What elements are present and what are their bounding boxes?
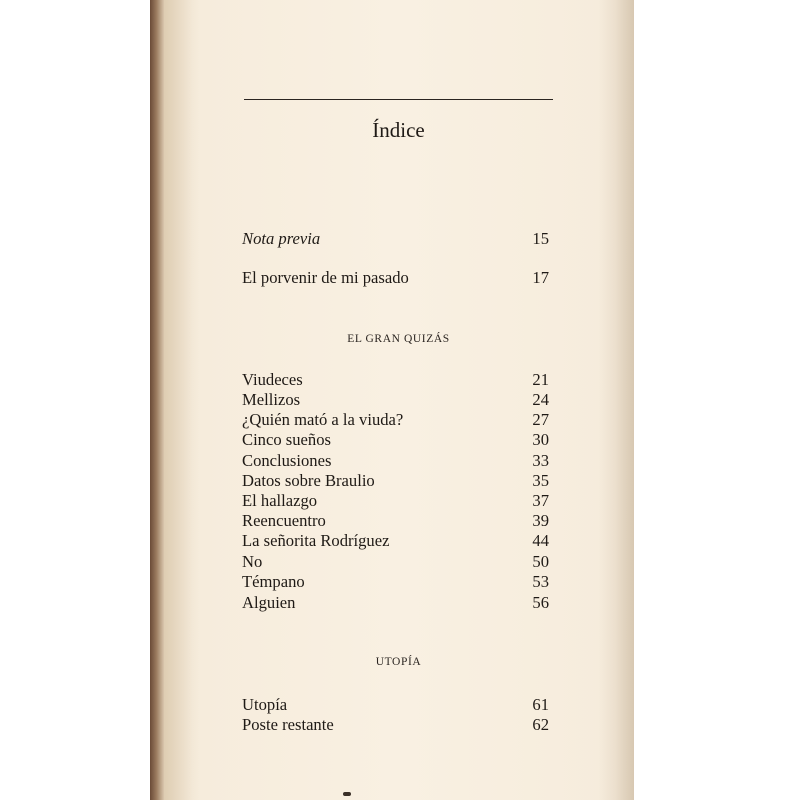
toc-entry [242, 592, 549, 614]
toc-entry-title: Alguien [242, 593, 296, 612]
toc-entry-page: 56 [532, 593, 549, 612]
toc-entry [242, 510, 549, 532]
toc-entry-page: 62 [532, 715, 549, 734]
toc-entry [242, 571, 549, 593]
header-rule [244, 99, 553, 100]
toc-entry-page: 53 [532, 572, 549, 591]
toc-entry-title: La señorita Rodríguez [242, 531, 390, 550]
toc-entry-title: El porvenir de mi pasado [242, 268, 409, 287]
toc-entry-title: Viudeces [242, 370, 303, 389]
page-shadow-left [164, 0, 200, 800]
toc-entry [242, 714, 549, 736]
toc-entry-title: Nota previa [242, 229, 321, 248]
toc-entry [242, 490, 549, 512]
toc-entry-title: Datos sobre Braulio [242, 471, 375, 490]
toc-entry-page: 15 [532, 229, 549, 248]
toc-entry-title: No [242, 552, 263, 571]
toc-entry-page: 37 [532, 491, 549, 510]
toc-entry-page: 44 [532, 531, 549, 550]
toc-entry [242, 409, 549, 431]
toc-entry [242, 530, 549, 552]
toc-entry-title: Conclusiones [242, 451, 332, 470]
toc-entry-title: Mellizos [242, 390, 301, 409]
toc-entry-page: 61 [532, 695, 549, 714]
toc-entry-page: 17 [532, 268, 549, 287]
section-heading-utopia: UTOPÍA [375, 656, 422, 668]
toc-entry [242, 450, 549, 472]
toc-entry-title: Utopía [242, 695, 288, 714]
toc-entry-title: El hallazgo [242, 491, 318, 510]
toc-entry-page: 21 [532, 370, 549, 389]
toc-entry-porvenir [242, 267, 549, 289]
toc-entry-title: Cinco sueños [242, 430, 331, 449]
toc-entry-page: 33 [532, 451, 549, 470]
toc-entry-page: 50 [532, 552, 549, 571]
ink-speck [343, 792, 351, 796]
book-spine [150, 0, 164, 800]
toc-entry-title: Reencuentro [242, 511, 326, 530]
toc-entry-page: 30 [532, 430, 549, 449]
toc-entry-title: Poste restante [242, 715, 334, 734]
toc-entry-page: 39 [532, 511, 549, 530]
toc-entry [242, 389, 549, 411]
toc-entry-nota-previa [242, 228, 549, 250]
toc-entry-page: 35 [532, 471, 549, 490]
section-heading-el-gran-quizas: EL GRAN QUIZÁS [347, 333, 450, 345]
toc-entry [242, 694, 549, 716]
toc-entry [242, 551, 549, 573]
toc-entry-page: 24 [532, 390, 549, 409]
toc-entry [242, 429, 549, 451]
toc-entry [242, 470, 549, 492]
toc-entry-title: ¿Quién mató a la viuda? [242, 410, 404, 429]
toc-entry [242, 369, 549, 391]
toc-entry-page: 27 [532, 410, 549, 429]
toc-entry-title: Témpano [242, 572, 305, 591]
page-shadow-right [598, 0, 634, 800]
page-title: Índice [372, 118, 425, 142]
